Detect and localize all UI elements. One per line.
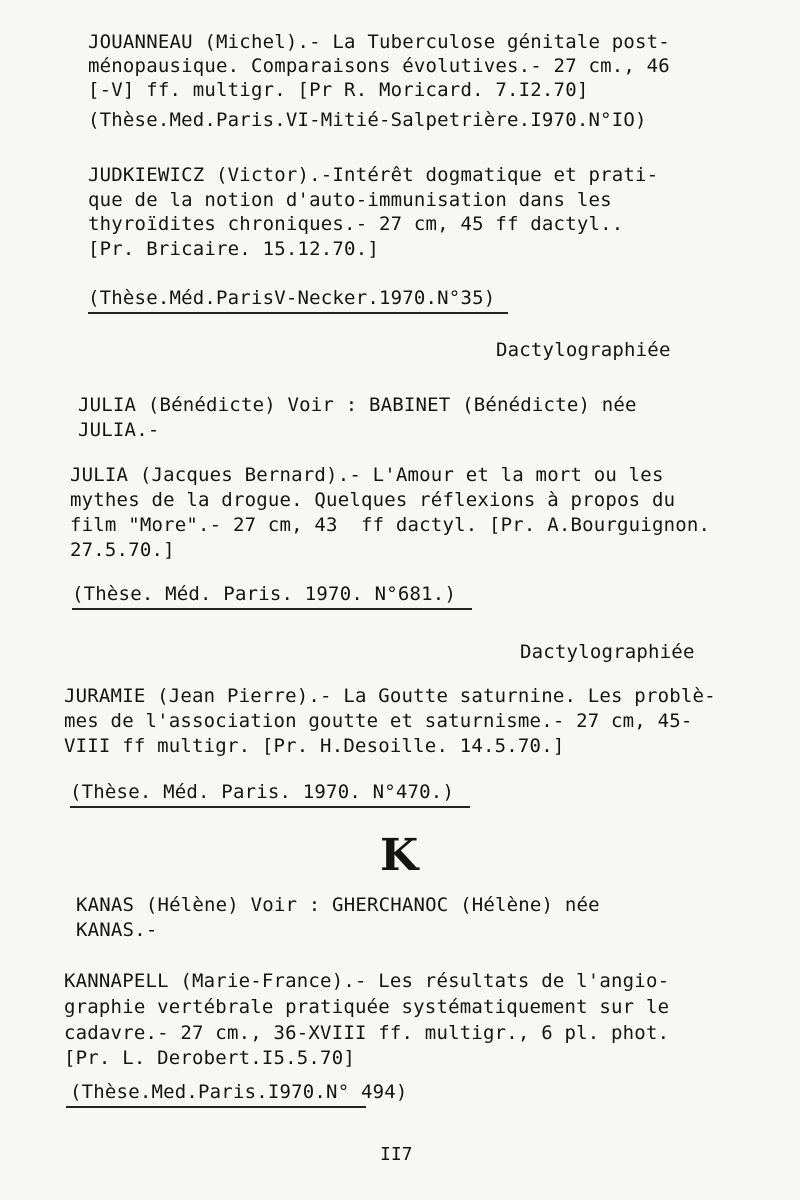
entry-line: film "More".- 27 cm, 43 ff dactyl. [Pr. A.Bourguignon. — [70, 514, 711, 536]
entry-line: KANAS.- — [76, 919, 158, 941]
entry-line: graphie vertébrale pratiquée systématiquement sur le — [64, 996, 670, 1018]
entry-line: VIII ff multigr. [Pr. H.Desoille. 14.5.70.] — [64, 735, 565, 757]
note-label: Dactylographiée — [496, 339, 671, 361]
underline-rule — [72, 608, 472, 610]
underline-rule — [70, 806, 470, 808]
underline-rule — [88, 312, 508, 314]
entry-line: JOUANNEAU (Michel).- La Tuberculose génitale post- — [88, 31, 670, 53]
thesis-reference: (Thèse. Méd. Paris. 1970. N°470.) — [70, 781, 455, 803]
thesis-reference: (Thèse.Méd.ParisV-Necker.1970.N°35) — [88, 287, 496, 309]
entry-line: [-V] ff. multigr. [Pr R. Moricard. 7.I2.70] — [88, 79, 589, 101]
entry-line: JULIA (Jacques Bernard).- L'Amour et la mort ou les — [70, 464, 664, 486]
thesis-reference: (Thèse. Méd. Paris. 1970. N°681.) — [72, 583, 457, 605]
entry-line: JURAMIE (Jean Pierre).- La Goutte saturnine. Les problè- — [64, 685, 716, 707]
entry-line: thyroïdites chroniques.- 27 cm, 45 ff dactyl.. — [88, 213, 624, 235]
entry-line: JULIA.- — [78, 419, 160, 441]
entry-line: KANAS (Hélène) Voir : GHERCHANOC (Hélène) née — [76, 894, 600, 916]
entry-line: JUDKIEWICZ (Victor).-Intérêt dogmatique et prati- — [88, 164, 659, 186]
entry-line: mes de l'association goutte et saturnisme.- 27 cm, 45- — [64, 710, 693, 732]
entry-line: [Pr. L. Derobert.I5.5.70] — [64, 1047, 355, 1069]
entry-line: mythes de la drogue. Quelques réflexions à propos du — [70, 489, 676, 511]
entry-line: JULIA (Bénédicte) Voir : BABINET (Bénédicte) née — [78, 394, 637, 416]
section-letter-heading: K — [380, 830, 419, 881]
entry-line: cadavre.- 27 cm., 36-XVIII ff. multigr., 6 pl. phot. — [64, 1022, 670, 1044]
entry-line: KANNAPELL (Marie-France).- Les résultats de l'angio- — [64, 970, 670, 992]
underline-rule — [66, 1106, 366, 1108]
page-number: II7 — [380, 1144, 413, 1165]
entry-line: 27.5.70.] — [70, 539, 175, 561]
thesis-reference: (Thèse.Med.Paris.VI-Mitié-Salpetrière.I970.N°IO) — [88, 109, 647, 131]
thesis-reference: (Thèse.Med.Paris.I970.N° 494) — [70, 1081, 408, 1103]
entry-line: que de la notion d'auto-immunisation dans les — [88, 189, 612, 211]
entry-line: ménopausique. Comparaisons évolutives.- 27 cm., 46 — [88, 55, 670, 77]
entry-line: [Pr. Bricaire. 15.12.70.] — [88, 238, 379, 260]
note-label: Dactylographiée — [520, 641, 695, 663]
